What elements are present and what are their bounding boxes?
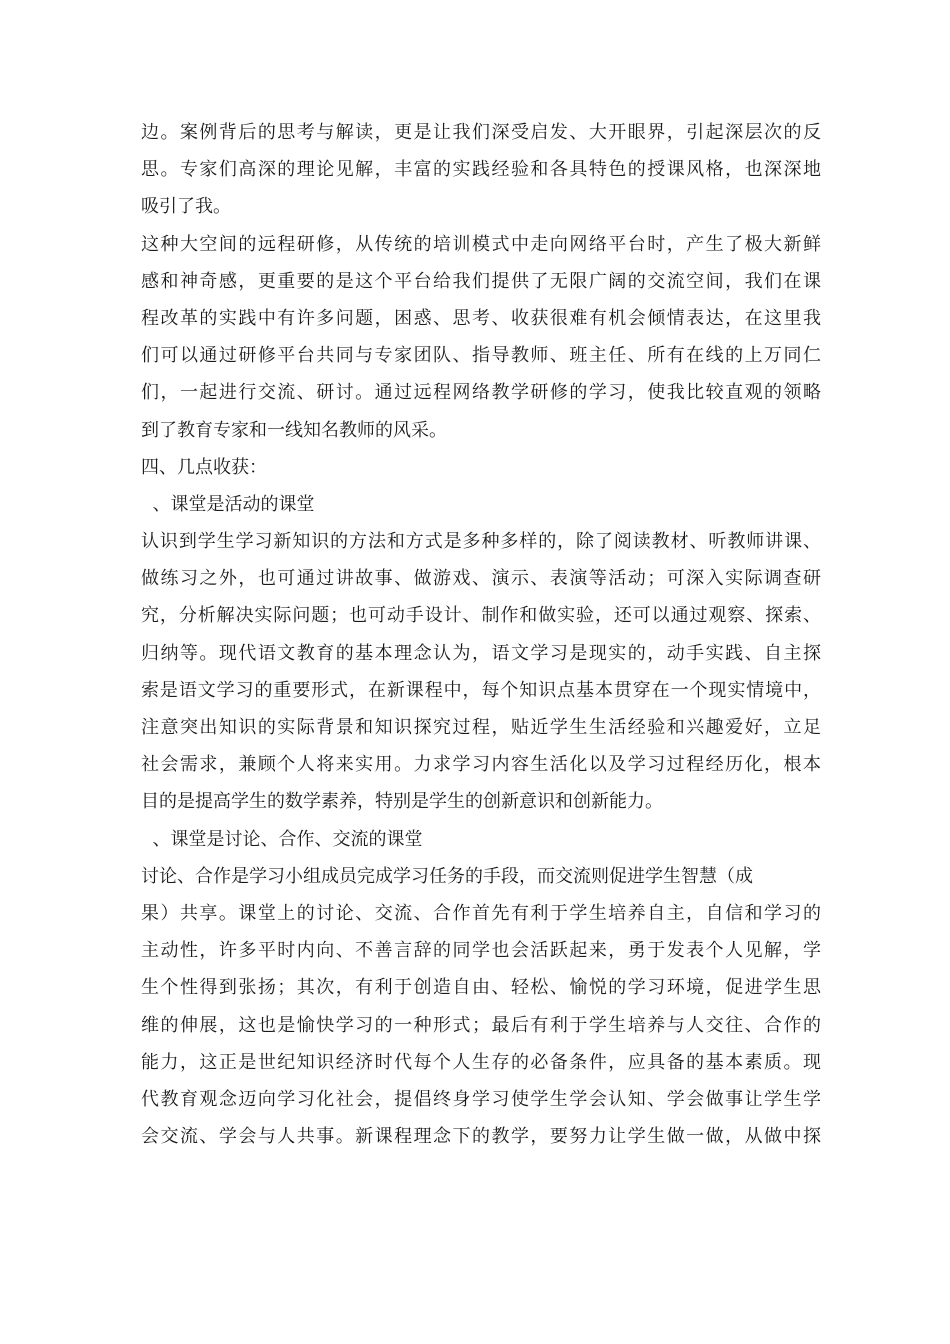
text-line: 到了教育专家和一线知名教师的风采。 <box>141 419 447 441</box>
text-line: 注意突出知识的实际背景和知识探究过程，贴近学生生活经验和兴趣爱好，立足 <box>141 717 821 738</box>
text-line: 思。专家们高深的理论见解，丰富的实践经验和各具特色的授课风格，也深深地 <box>141 159 821 181</box>
text-line: 归纳等。现代语文教育的基本理念认为，语文学习是现实的，动手实践、自主探 <box>141 642 821 664</box>
text-line: 们，一起进行交流、研讨。通过远程网络教学研修的学习，使我比较直观的领略 <box>141 382 821 404</box>
text-line: 主动性，许多平时内向、不善言辞的同学也会活跃起来，勇于发表个人见解，学 <box>141 940 821 962</box>
text-line: 讨论、合作是学习小组成员完成学习任务的手段，而交流则促进学生智慧（成 <box>141 865 753 887</box>
text-line: 四、几点收获： <box>141 456 267 478</box>
text-line: 感和神奇感，更重要的是这个平台给我们提供了无限广阔的交流空间，我们在课 <box>141 270 821 292</box>
text-line: 社会需求，兼顾个人将来实用。力求学习内容生活化以及学习过程经历化，根本 <box>141 754 821 776</box>
text-line: 、课堂是讨论、合作、交流的课堂 <box>141 828 423 850</box>
text-line: 代教育观念迈向学习化社会，提倡终身学习使学生学会认知、学会做事让学生学 <box>141 1088 821 1110</box>
text-line: 认识到学生学习新知识的方法和方式是多种多样的，除了阅读教材、听教师讲课、 <box>141 531 821 553</box>
document-page <box>141 114 821 1155</box>
text-line: 生个性得到张扬；其次，有利于创造自由、轻松、愉悦的学习环境，促进学生思 <box>141 977 821 999</box>
text-line: 究，分析解决实际问题；也可动手设计、制作和做实验，还可以通过观察、探索、 <box>141 605 821 627</box>
text-line: 们可以通过研修平台共同与专家团队、指导教师、班主任、所有在线的上万同仁 <box>141 345 821 367</box>
text-line: 做练习之外，也可通过讲故事、做游戏、演示、表演等活动；可深入实际调查研 <box>141 568 821 590</box>
text-line: 果）共享。课堂上的讨论、交流、合作首先有利于学生培养自主，自信和学习的 <box>141 902 821 924</box>
text-line: 目的是提高学生的数学素养，特别是学生的创新意识和创新能力。 <box>141 791 663 813</box>
text-line: 吸引了我。 <box>141 196 231 218</box>
text-line: 边。案例背后的思考与解读，更是让我们深受启发、大开眼界，引起深层次的反 <box>141 122 821 143</box>
text-line: 会交流、学会与人共事。新课程理念下的教学，要努力让学生做一做，从做中探 <box>141 1126 821 1148</box>
text-line: 这种大空间的远程研修，从传统的培训模式中走向网络平台时，产生了极大新鲜 <box>141 233 821 255</box>
text-line: 能力，这正是世纪知识经济时代每个人生存的必备条件，应具备的基本素质。现 <box>141 1051 821 1073</box>
text-line: 维的伸展，这也是愉快学习的一种形式；最后有利于学生培养与人交往、合作的 <box>141 1014 821 1036</box>
text-line: 索是语文学习的重要形式，在新课程中，每个知识点基本贯穿在一个现实情境中， <box>141 679 821 701</box>
text-line: 程改革的实践中有许多问题，困惑、思考、收获很难有机会倾情表达，在这里我 <box>141 307 821 329</box>
text-line: 、课堂是活动的课堂 <box>141 493 315 515</box>
